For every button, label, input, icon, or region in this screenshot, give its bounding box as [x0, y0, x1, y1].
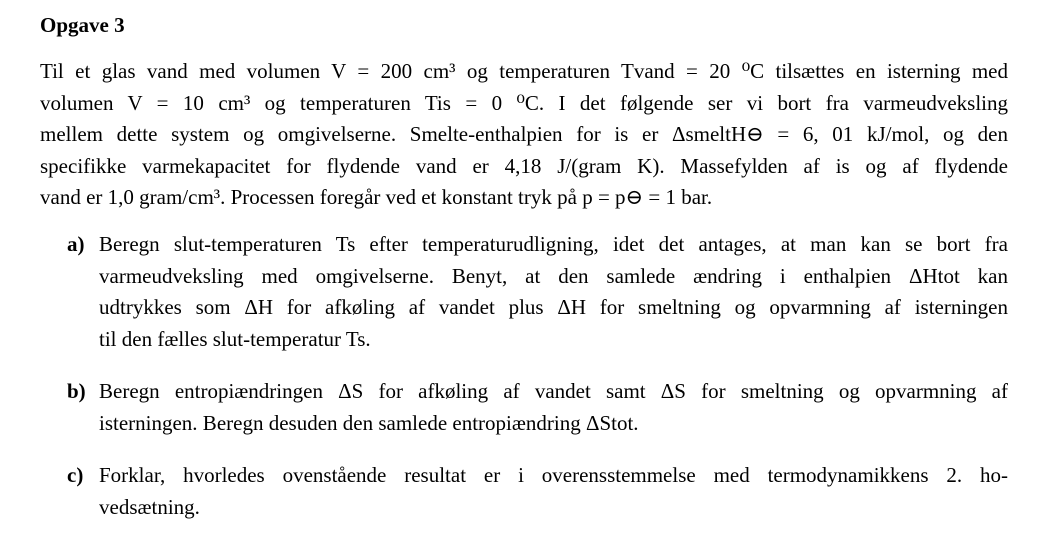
intro-line: volumen V = 10 cm³ og temperaturen Tis = 0 ⁰C. I det følgende ser vi bort fra varmeudveksling	[40, 90, 1008, 115]
question-line: Beregn slut-temperaturen Ts efter temperaturudligning, idet det antages, at man kan se bort fra	[99, 232, 1008, 256]
intro-line: Til et glas vand med volumen V = 200 cm³ og temperaturen Tvand = 20 ⁰C tilsættes en isterning med	[40, 59, 1008, 83]
question-label: a)	[67, 232, 85, 256]
question-a	[67, 229, 1008, 355]
question-line: til den fælles slut-temperatur Ts.	[99, 326, 371, 351]
question-c	[67, 460, 1008, 523]
exercise-heading: Opgave 3	[40, 13, 125, 37]
question-line: isterningen. Beregn desuden den samlede entropiændring ΔStot.	[99, 410, 639, 435]
question-line: udtrykkes som ΔH for afkøling af vandet plus ΔH for smeltning og opvarmning af isterningen	[99, 295, 1008, 319]
exercise-intro	[40, 56, 1008, 214]
intro-line: mellem dette system og omgivelserne. Smelte-enthalpien for is er ΔsmeltH⊖ = 6, 01 kJ/mol, og den	[40, 122, 1008, 146]
question-label: c)	[67, 463, 84, 487]
question-text	[99, 229, 1008, 355]
intro-line: vand er 1,0 gram/cm³. Processen foregår ved et konstant tryk på p = p⊖ = 1 bar.	[40, 185, 713, 209]
question-text	[99, 376, 1008, 439]
question-label: b)	[67, 379, 86, 403]
intro-line: specifikke varmekapacitet for flydende vand er 4,18 J/(gram K). Massefylden af is og af flydende	[40, 153, 1008, 178]
question-b	[67, 376, 1008, 439]
question-line: vedsætning.	[99, 494, 200, 519]
question-line: Beregn entropiændringen ΔS for afkøling af vandet samt ΔS for smeltning og opvarmning af	[99, 379, 1008, 403]
question-line: Forklar, hvorledes ovenstående resultat er i overensstemmelse med termodynamikkens 2. ho-	[99, 463, 1008, 487]
question-text	[99, 460, 1008, 523]
question-line: varmeudveksling med omgivelserne. Benyt, at den samlede ændring i enthalpien ΔHtot kan	[99, 263, 1008, 288]
